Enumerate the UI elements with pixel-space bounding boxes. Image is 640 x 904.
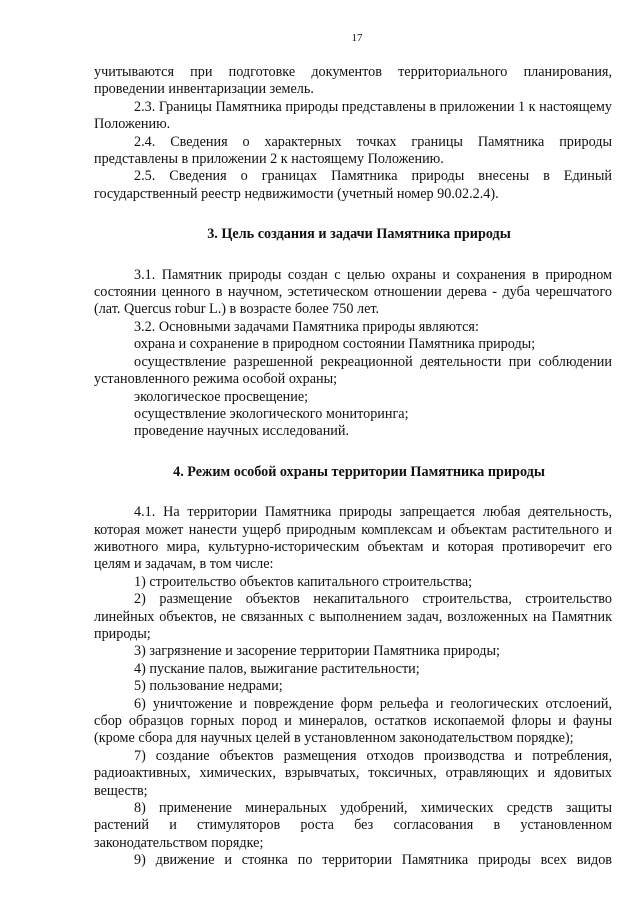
paragraph: 2.4. Сведения о характерных точках границы Памятника природы представлены в приложении 2 к настоящему Положению. <box>94 133 612 168</box>
paragraph: проведение научных исследований. <box>134 423 350 440</box>
paragraph: осуществление разрешенной рекреационной деятельности при соблюдении установленного режима особой охраны; <box>94 353 612 388</box>
paragraph: 3.1. Памятник природы создан с целью охраны и сохранения в природном состоянии ценного в научном, эстетическом отношении дерева - дуба черешчатого (лат. Quercus robur L.) в возрасте более 750 лет. <box>94 266 612 318</box>
paragraph: 3) загрязнение и засорение территории Памятника природы; <box>134 643 500 660</box>
paragraph: экологическое просвещение; <box>134 388 309 405</box>
page-number: 17 <box>351 32 363 44</box>
document-body <box>94 64 612 870</box>
paragraph: учитываются при подготовке документов территориального планирования, проведении инвентаризации земель. <box>94 64 612 98</box>
paragraph: 2) размещение объектов некапитального строительства, строительство линейных объектов, не связанных с выполнением задач, возложенных на Памятник природы; <box>94 591 612 642</box>
paragraph: 9) движение и стоянка по территории Памятника природы всех видов <box>134 852 612 869</box>
paragraph: 4.1. На территории Памятника природы запрещается любая деятельность, которая может нанести ущерб природным комплексам и объектам растительного и животного мира, культурно-историческим объектам и которая противоречит его целям и задачам, в том числе: <box>94 504 612 573</box>
paragraph: 3.2. Основными задачами Памятника природы являются: <box>134 318 479 335</box>
section-heading: 3. Цель создания и задачи Памятника природы <box>207 226 511 243</box>
paragraph: охрана и сохранение в природном состоянии Памятника природы; <box>134 336 536 353</box>
paragraph: 4) пускание палов, выжигание растительности; <box>134 660 420 677</box>
paragraph: 1) строительство объектов капитального строительства; <box>134 573 473 590</box>
paragraph: 5) пользование недрами; <box>134 678 283 695</box>
paragraph: 2.3. Границы Памятника природы представлены в приложении 1 к настоящему Положению. <box>94 98 612 133</box>
paragraph: 7) создание объектов размещения отходов производства и потребления, радиоактивных, химических, взрывчатых, токсичных, отравляющих и ядовитых веществ; <box>94 747 612 799</box>
paragraph: 8) применение минеральных удобрений, химических средств защиты растений и стимуляторов роста без согласования в установленном законодательством порядке; <box>94 800 612 851</box>
paragraph: 2.5. Сведения о границах Памятника природы внесены в Единый государственный реестр недвижимости (учетный номер 90.02.2.4). <box>94 168 612 202</box>
section-heading: 4. Режим особой охраны территории Памятника природы <box>173 463 545 480</box>
paragraph: осуществление экологического мониторинга; <box>134 405 409 422</box>
paragraph: 6) уничтожение и повреждение форм рельефа и геологических отслоений, сбор образцов горных пород и минералов, остатков ископаемой флоры и фауны (кроме сбора для научных целей в установленном законодательством порядке); <box>94 695 612 747</box>
